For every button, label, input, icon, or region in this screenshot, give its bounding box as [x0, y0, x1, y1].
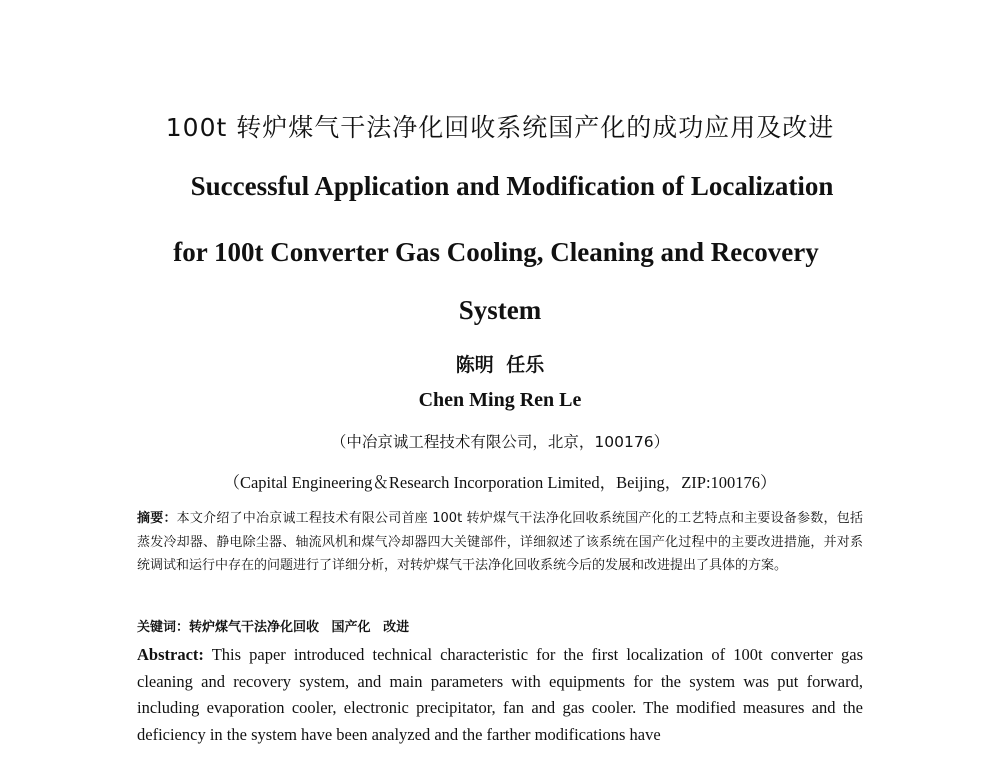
affiliation-chinese: （中冶京诚工程技术有限公司，北京，100176）	[330, 433, 670, 451]
abstract-english-label: Abstract:	[137, 645, 204, 664]
title-english-line-3: System	[458, 295, 542, 325]
abstract-chinese-text: 本文介绍了中冶京诚工程技术有限公司首座 100t 转炉煤气干法净化回收系统国产化的工艺特点和主要设备参数，包括蒸发冷却器、静电除尘器、轴流风机和煤气冷却器四大关键部件，详细叙述了该系统在国产化过程中的主要改进措施，并对系统调试和运行中存在的问题进行了详细分析，对转炉煤气干法净化回收系统今后的发展和改进提出了具体的方案。	[137, 511, 863, 573]
abstract-english	[137, 642, 863, 748]
keywords-chinese-label: 关键词：	[137, 620, 190, 635]
abstract-chinese-label: 摘要：	[137, 511, 177, 526]
authors-english: Chen Ming Ren Le	[418, 389, 582, 411]
title-chinese: 100t 转炉煤气干法净化回收系统国产化的成功应用及改进	[165, 113, 835, 142]
abstract-english-text: This paper introduced technical characteristic for the first localization of 100t converter gas cleaning and recovery system, and main parameters with equipments for the system was put forward, including evaporation cooler, electronic precipitator, fan and gas cooler. The modified measures and the deficiency in the system have been analyzed and the farther modifications have	[137, 645, 863, 744]
abstract-chinese	[137, 507, 863, 578]
keywords-chinese	[137, 616, 863, 635]
title-english-line-1: Successful Application and Modification of Localization	[190, 171, 834, 201]
keywords-chinese-text: 转炉煤气干法净化回收 国产化 改进	[189, 620, 410, 635]
authors-chinese: 陈明 任乐	[455, 354, 545, 376]
affiliation-english: （Capital Engineering＆Research Incorporation Limited，Beijing，ZIP:100176）	[223, 473, 777, 492]
title-english-line-2: for 100t Converter Gas Cooling, Cleaning and Recovery	[173, 237, 819, 267]
